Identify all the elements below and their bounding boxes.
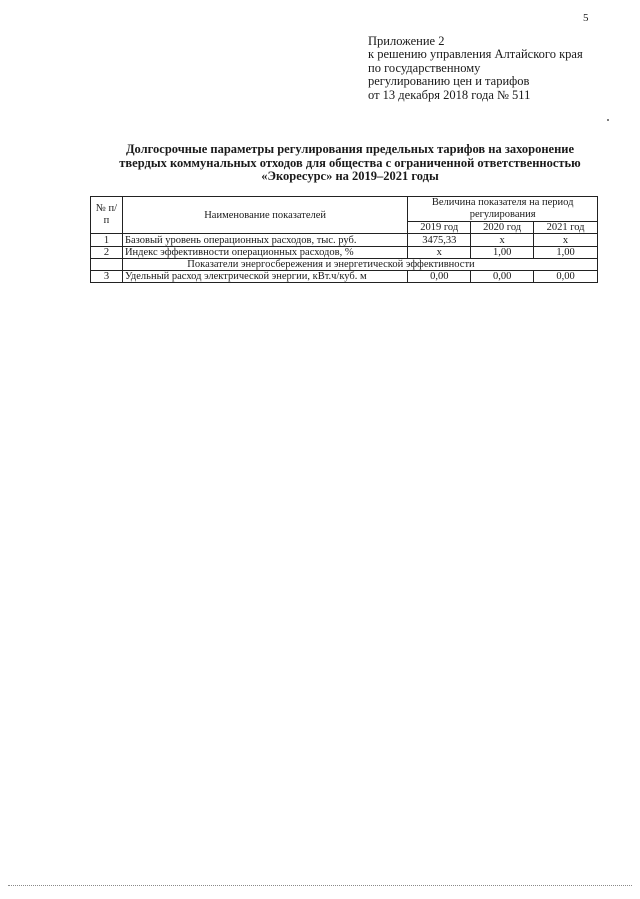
row-value: x: [471, 234, 534, 247]
section-row: [91, 259, 598, 271]
parameters-table: [90, 196, 598, 283]
row-value: 3475,33: [408, 234, 471, 247]
row-name: Индекс эффективности операционных расходов, %: [122, 247, 407, 259]
page-number: 5: [583, 12, 589, 24]
row-number: 2: [91, 247, 123, 259]
row-value: 1,00: [471, 247, 534, 259]
table-row: [91, 247, 598, 259]
row-number: 1: [91, 234, 123, 247]
header-name: Наименование показателей: [122, 197, 407, 234]
header-value-group: Величина показателя на период регулирования: [408, 197, 598, 222]
row-value: x: [408, 247, 471, 259]
title-line: «Экоресурс» на 2019–2021 годы: [261, 169, 439, 184]
table-row: [91, 234, 598, 247]
row-name: Удельный расход электрической энергии, кВт.ч/куб. м: [122, 271, 407, 283]
row-value: 0,00: [534, 271, 598, 283]
table-header-row: [91, 197, 598, 222]
header-number: [91, 197, 123, 234]
header-number-text: № п/п: [95, 203, 118, 226]
appendix-line: Приложение 2: [368, 34, 445, 48]
row-value: x: [534, 234, 598, 247]
row-name: Базовый уровень операционных расходов, тыс. руб.: [122, 234, 407, 247]
title-line: Долгосрочные параметры регулирования предельных тарифов на захоронение: [125, 142, 575, 156]
appendix-line: от 13 декабря 2018 года № 511: [368, 87, 531, 102]
row-value: 1,00: [534, 247, 598, 259]
table-row: [91, 271, 598, 283]
appendix-line: к решению управления Алтайского края: [368, 47, 583, 62]
header-year: 2020 год: [471, 222, 534, 234]
header-year: 2021 год: [534, 222, 598, 234]
section-empty-cell: [91, 259, 123, 271]
row-value: 0,00: [408, 271, 471, 283]
appendix-line: регулированию цен и тарифов: [368, 74, 530, 89]
appendix-line: по государственному: [368, 60, 481, 75]
title-line: твердых коммунальных отходов для общества с ограниченной ответственностью: [119, 155, 581, 170]
section-label: Показатели энергосбережения и энергетической эффективности: [122, 259, 597, 271]
footer-dotted-line: [8, 885, 632, 886]
scan-speck: [607, 119, 609, 121]
row-value: 0,00: [471, 271, 534, 283]
header-year: 2019 год: [408, 222, 471, 234]
row-number: 3: [91, 271, 123, 283]
document-title: [90, 143, 610, 184]
appendix-block: [368, 35, 628, 102]
